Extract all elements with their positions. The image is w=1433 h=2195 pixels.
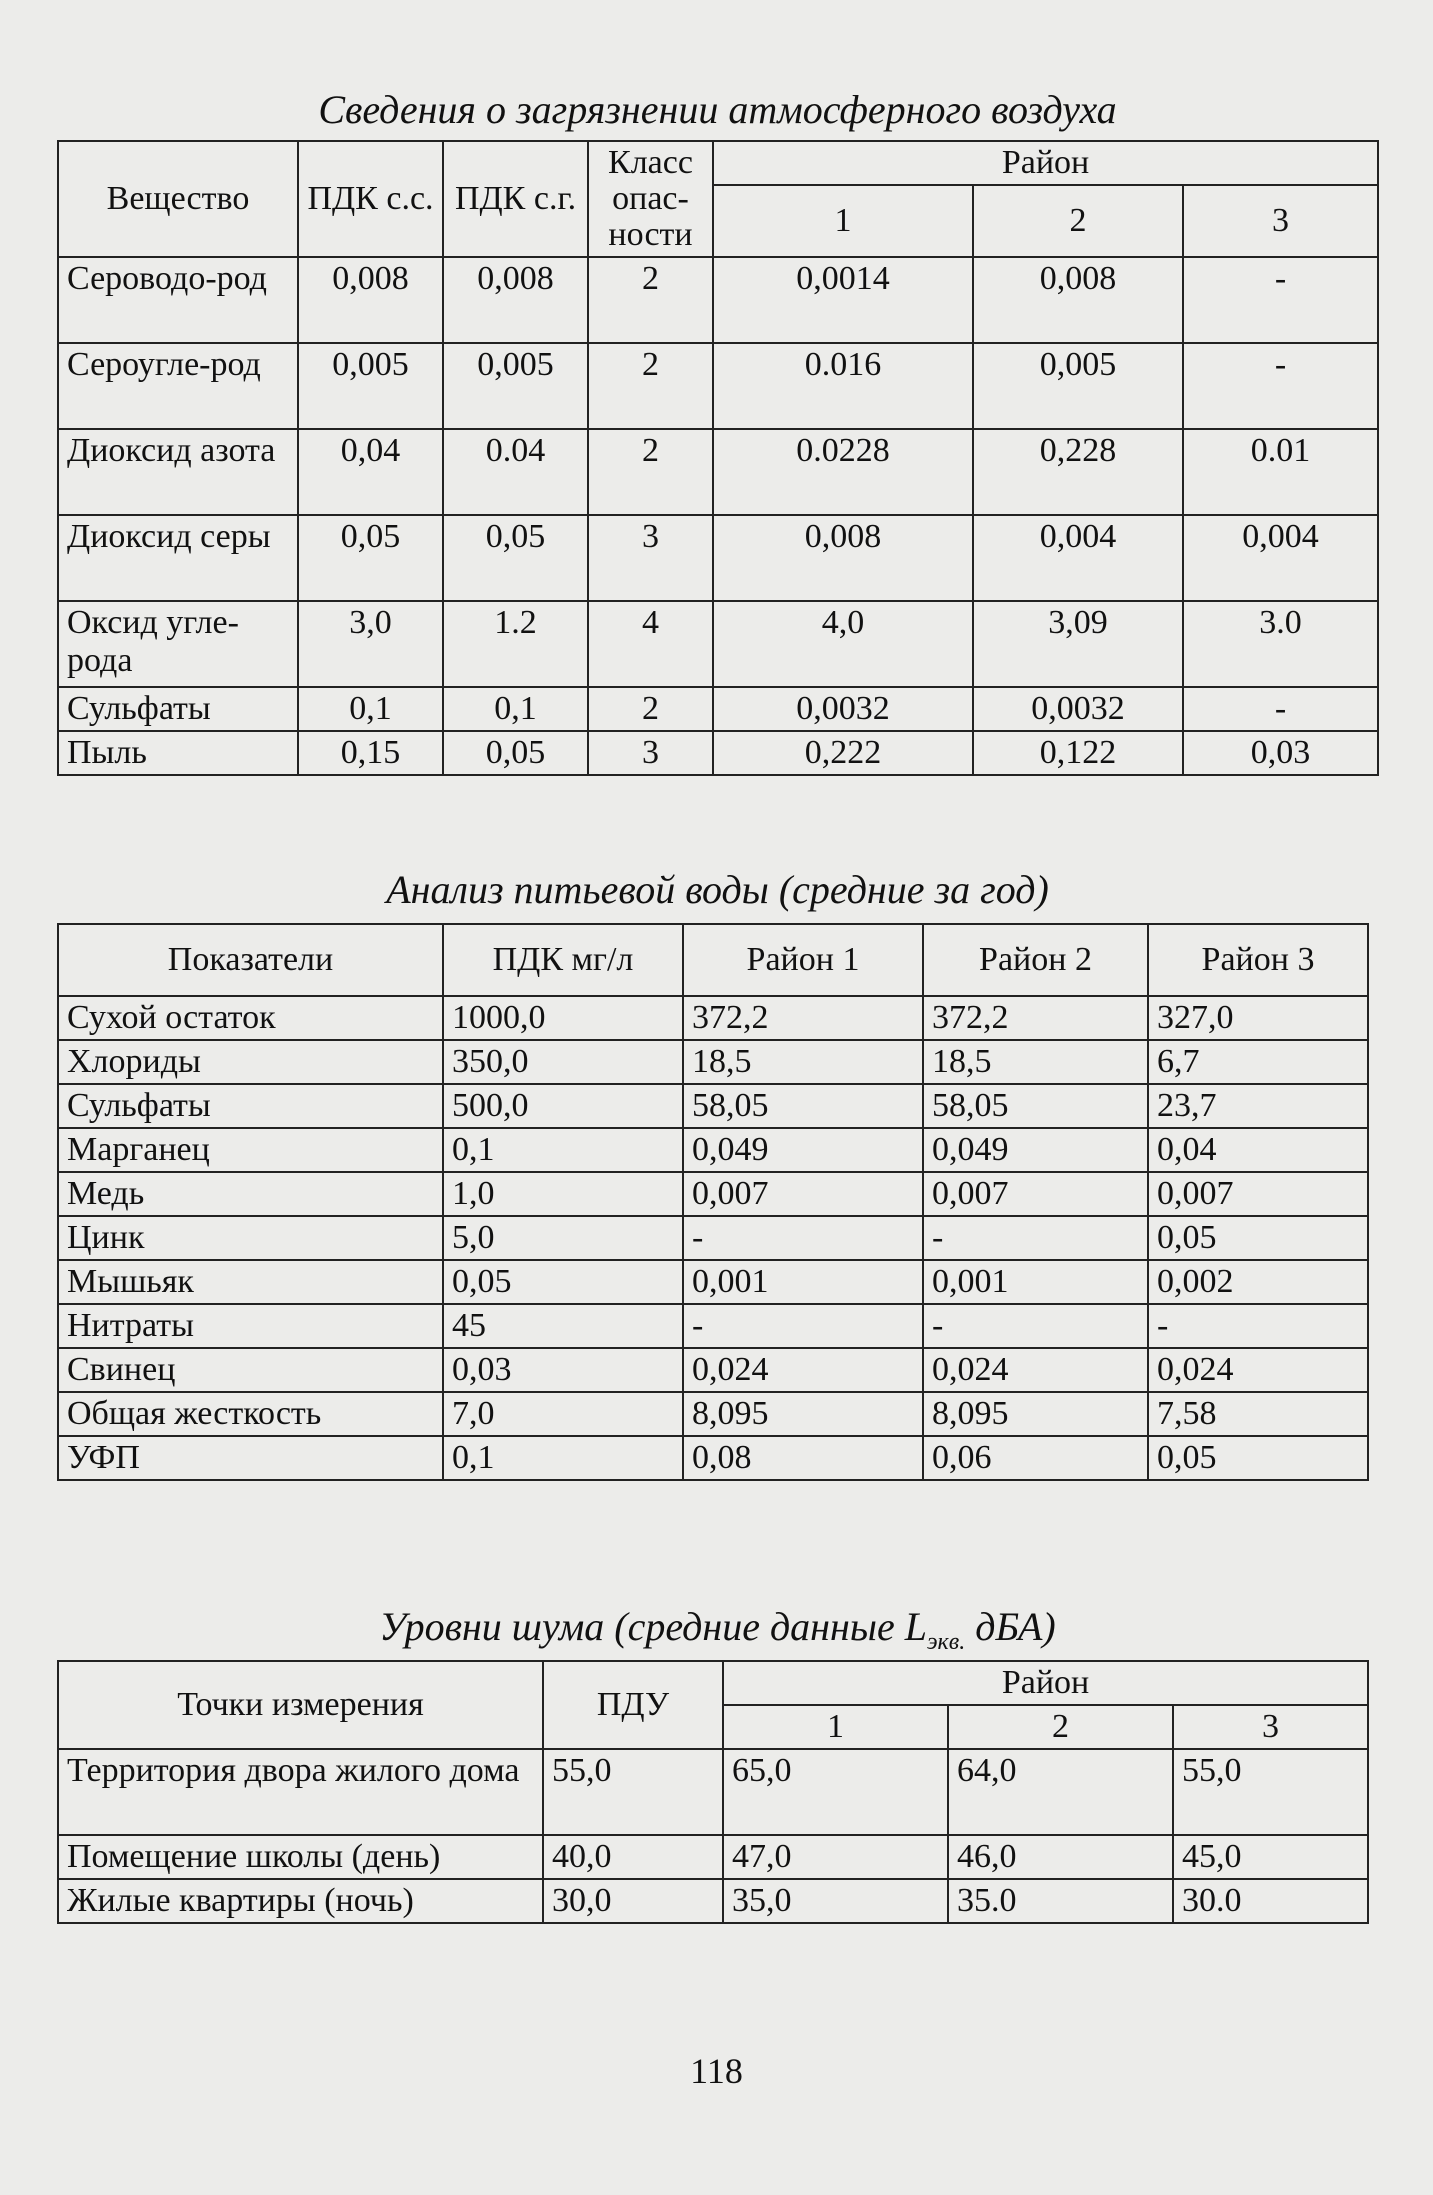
district-1-value: 0,08 [683,1436,923,1480]
pdk-value: 1,0 [443,1172,683,1216]
pdk-ss-value: 0,005 [298,343,443,429]
pdk-ss-value: 0,05 [298,515,443,601]
hazard-class-value: 3 [588,731,713,775]
table-row [58,601,1378,687]
district-3-value: 0,024 [1148,1348,1368,1392]
header-substance: Вещество [58,141,298,257]
pdu-value: 30,0 [543,1879,723,1923]
district-2-value: - [923,1216,1148,1260]
pdk-value: 7,0 [443,1392,683,1436]
water-table-title: Анализ питьевой воды (средние за год) [386,867,1049,912]
header-measurement-point: Точки измерения [58,1661,543,1749]
header-pdu: ПДУ [543,1661,723,1749]
pdk-value: 0,05 [443,1260,683,1304]
district-2-value: 0,004 [973,515,1183,601]
district-3-value: 0,007 [1148,1172,1368,1216]
hazard-class-value: 2 [588,257,713,343]
pdk-value: 45 [443,1304,683,1348]
table-row [58,1392,1368,1436]
district-3-value: 327,0 [1148,996,1368,1040]
indicator-name: Мышьяк [58,1260,443,1304]
header-noise-district-3: 3 [1173,1705,1368,1749]
district-3-value: 0,04 [1148,1128,1368,1172]
district-3-value: 30.0 [1173,1879,1368,1923]
district-1-value: 0,024 [683,1348,923,1392]
district-2-value: 0,005 [973,343,1183,429]
table-row [58,1128,1368,1172]
pdk-ss-value: 0,04 [298,429,443,515]
table-row [58,343,1378,429]
pdu-value: 55,0 [543,1749,723,1835]
table-row [58,1749,1368,1835]
pdk-sg-value: 0,005 [443,343,588,429]
district-1-value: 372,2 [683,996,923,1040]
measurement-point-name: Помещение школы (день) [58,1835,543,1879]
district-1-value: 47,0 [723,1835,948,1879]
district-3-value: 7,58 [1148,1392,1368,1436]
district-2-value: 58,05 [923,1084,1148,1128]
page-number: 118 [690,2051,743,2091]
district-3-value: 0,004 [1183,515,1378,601]
header-noise-district-2: 2 [948,1705,1173,1749]
table-row [58,1348,1368,1392]
table-row [58,1260,1368,1304]
indicator-name: Цинк [58,1216,443,1260]
pdk-value: 0,1 [443,1436,683,1480]
measurement-point-name: Жилые квартиры (ночь) [58,1879,543,1923]
district-1-value: - [683,1216,923,1260]
table-row [58,257,1378,343]
district-1-value: 0,0032 [713,687,973,731]
district-1-value: 0,007 [683,1172,923,1216]
table-row [58,1040,1368,1084]
district-3-value: 0,03 [1183,731,1378,775]
hazard-class-value: 3 [588,515,713,601]
pdu-value: 40,0 [543,1835,723,1879]
header-noise-district: Район [723,1661,1368,1705]
table-row [58,731,1378,775]
substance-name: Диоксид серы [58,515,298,601]
district-3-value: 3.0 [1183,601,1378,687]
district-1-value: 58,05 [683,1084,923,1128]
hazard-class-value: 2 [588,687,713,731]
district-2-value: 35.0 [948,1879,1173,1923]
water-analysis-table [57,923,1369,1481]
indicator-name: УФП [58,1436,443,1480]
substance-name: Сероводо-род [58,257,298,343]
district-3-value: 0,05 [1148,1216,1368,1260]
district-3-value: 0,002 [1148,1260,1368,1304]
pdk-sg-value: 0,05 [443,731,588,775]
hazard-class-value: 2 [588,429,713,515]
district-1-value: 35,0 [723,1879,948,1923]
district-2-value: 8,095 [923,1392,1148,1436]
district-3-value: - [1183,687,1378,731]
noise-levels-table [57,1660,1369,1924]
noise-table-title: Уровни шума (средние данные $L_{экв.}$ дБА) [379,1604,1056,1655]
district-2-value: 3,09 [973,601,1183,687]
table-row [58,1879,1368,1923]
district-1-value: - [683,1304,923,1348]
pdk-ss-value: 0,1 [298,687,443,731]
district-1-value: 0,001 [683,1260,923,1304]
district-3-value: - [1183,257,1378,343]
district-2-value: 0,0032 [973,687,1183,731]
district-3-value: 23,7 [1148,1084,1368,1128]
table-row [58,1084,1368,1128]
district-2-value: 46,0 [948,1835,1173,1879]
table-row [58,1304,1368,1348]
table-row [58,1172,1368,1216]
district-3-value: 0.01 [1183,429,1378,515]
header-water-district-2: Район 2 [923,924,1148,996]
indicator-name: Сухой остаток [58,996,443,1040]
measurement-point-name: Территория двора жилого дома [58,1749,543,1835]
district-2-value: 0,001 [923,1260,1148,1304]
pdk-sg-value: 0,008 [443,257,588,343]
district-1-value: 65,0 [723,1749,948,1835]
substance-name: Пыль [58,731,298,775]
pdk-value: 500,0 [443,1084,683,1128]
pdk-ss-value: 0,008 [298,257,443,343]
district-1-value: 0.0228 [713,429,973,515]
table-row [58,1216,1368,1260]
substance-name: Оксид угле-рода [58,601,298,687]
header-noise-district-1: 1 [723,1705,948,1749]
substance-name: Диоксид азота [58,429,298,515]
district-2-value: 0,122 [973,731,1183,775]
indicator-name: Сульфаты [58,1084,443,1128]
district-2-value: 0,06 [923,1436,1148,1480]
indicator-name: Свинец [58,1348,443,1392]
header-pdk-ss: ПДК с.с. [298,141,443,257]
indicator-name: Общая жесткость [58,1392,443,1436]
district-2-value: - [923,1304,1148,1348]
header-pdk: ПДК мг/л [443,924,683,996]
district-3-value: 0,05 [1148,1436,1368,1480]
substance-name: Сульфаты [58,687,298,731]
header-hazard-class: Класс опас-ности [588,141,713,257]
district-2-value: 0,049 [923,1128,1148,1172]
district-1-value: 0,0014 [713,257,973,343]
table-row [58,1436,1368,1480]
air-pollution-table [57,140,1379,776]
hazard-class-value: 2 [588,343,713,429]
pdk-value: 1000,0 [443,996,683,1040]
header-district-2: 2 [973,185,1183,257]
district-2-value: 64,0 [948,1749,1173,1835]
indicator-name: Нитраты [58,1304,443,1348]
indicator-name: Медь [58,1172,443,1216]
substance-name: Сероугле-род [58,343,298,429]
district-1-value: 8,095 [683,1392,923,1436]
district-2-value: 372,2 [923,996,1148,1040]
header-district-3: 3 [1183,185,1378,257]
pdk-value: 0,03 [443,1348,683,1392]
pdk-sg-value: 0,1 [443,687,588,731]
pdk-ss-value: 0,15 [298,731,443,775]
table-row [58,515,1378,601]
district-1-value: 0,222 [713,731,973,775]
district-3-value: - [1148,1304,1368,1348]
header-district-1: 1 [713,185,973,257]
district-3-value: 55,0 [1173,1749,1368,1835]
indicator-name: Хлориды [58,1040,443,1084]
district-1-value: 0,008 [713,515,973,601]
air-table-title: Сведения о загрязнении атмосферного воздуха [318,87,1117,132]
district-3-value: - [1183,343,1378,429]
header-indicator: Показатели [58,924,443,996]
hazard-class-value: 4 [588,601,713,687]
header-district: Район [713,141,1378,185]
pdk-value: 350,0 [443,1040,683,1084]
pdk-sg-value: 0,05 [443,515,588,601]
district-1-value: 0.016 [713,343,973,429]
header-water-district-3: Район 3 [1148,924,1368,996]
table-row [58,429,1378,515]
district-2-value: 0,008 [973,257,1183,343]
pdk-value: 0,1 [443,1128,683,1172]
indicator-name: Марганец [58,1128,443,1172]
pdk-sg-value: 1.2 [443,601,588,687]
district-1-value: 0,049 [683,1128,923,1172]
header-pdk-sg: ПДК с.г. [443,141,588,257]
district-2-value: 0,228 [973,429,1183,515]
pdk-value: 5,0 [443,1216,683,1260]
district-1-value: 4,0 [713,601,973,687]
table-row [58,1835,1368,1879]
district-3-value: 6,7 [1148,1040,1368,1084]
district-1-value: 18,5 [683,1040,923,1084]
district-2-value: 0,007 [923,1172,1148,1216]
header-water-district-1: Район 1 [683,924,923,996]
district-3-value: 45,0 [1173,1835,1368,1879]
pdk-sg-value: 0.04 [443,429,588,515]
table-row [58,687,1378,731]
district-2-value: 18,5 [923,1040,1148,1084]
district-2-value: 0,024 [923,1348,1148,1392]
table-row [58,996,1368,1040]
pdk-ss-value: 3,0 [298,601,443,687]
